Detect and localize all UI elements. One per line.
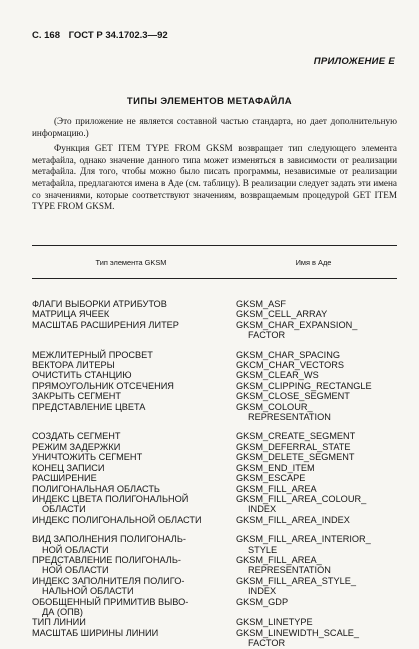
cell-ada-name bbox=[230, 452, 397, 462]
cell-ada-name bbox=[230, 597, 397, 618]
cell-ada-name bbox=[230, 309, 397, 319]
cell-line: GKSM_DEFERRAL_STATE bbox=[236, 441, 351, 452]
table-row bbox=[32, 309, 397, 319]
table-row bbox=[32, 597, 397, 618]
cell-ada-name bbox=[230, 473, 397, 483]
table-row bbox=[32, 463, 397, 473]
cell-line: МАСШТАБ ШИРИНЫ ЛИНИИ bbox=[32, 627, 159, 638]
cell-gksm-type bbox=[32, 402, 230, 423]
table-body bbox=[32, 299, 397, 649]
cell-gksm-type bbox=[32, 381, 230, 391]
cell-gksm-type bbox=[32, 370, 230, 380]
table-row bbox=[32, 494, 397, 515]
table-row bbox=[32, 370, 397, 380]
table-row bbox=[32, 442, 397, 452]
cell-line: ВИД ЗАПОЛНЕНИЯ ПОЛИГОНАЛЬ- bbox=[32, 534, 186, 545]
cell-line: GKSM_FILL_AREA_COLOUR_ bbox=[236, 493, 367, 504]
table-row bbox=[32, 515, 397, 525]
table-row bbox=[32, 555, 397, 576]
cell-line: FACTOR bbox=[248, 330, 286, 341]
cell-gksm-type bbox=[32, 597, 230, 618]
cell-line: ДА (ОПВ) bbox=[42, 606, 83, 617]
cell-ada-name bbox=[230, 534, 397, 555]
cell-line: STYLE bbox=[248, 544, 278, 555]
cell-gksm-type bbox=[32, 515, 230, 525]
cell-line: GKSM_CLOSE_SEGMENT bbox=[236, 391, 350, 402]
cell-line: ПРЕДСТАВЛЕНИЕ ПОЛИГОНАЛЬ- bbox=[32, 554, 181, 565]
cell-line: ОЧИСТИТЬ СТАНЦИЮ bbox=[32, 370, 132, 381]
cell-line: СОЗДАТЬ СЕГМЕНТ bbox=[32, 431, 121, 442]
page-number: С. 168 bbox=[32, 30, 60, 41]
appendix-label: ПРИЛОЖЕНИЕ Е bbox=[313, 56, 395, 67]
table-row bbox=[32, 628, 397, 649]
cell-line: REPRESENTATION bbox=[248, 565, 331, 576]
cell-gksm-type bbox=[32, 391, 230, 401]
cell-line: GKSM_COLOUR_ bbox=[236, 401, 313, 412]
cell-line: GKSM_FILL_AREA_ bbox=[236, 554, 322, 565]
cell-ada-name bbox=[230, 381, 397, 391]
cell-line: ИНДЕКС ЗАПОЛНИТЕЛЯ ПОЛИГО- bbox=[32, 575, 185, 586]
cell-gksm-type bbox=[32, 576, 230, 597]
cell-ada-name bbox=[230, 494, 397, 515]
cell-gksm-type bbox=[32, 463, 230, 473]
cell-line: GKSM_FILL_AREA_STYLE_ bbox=[236, 575, 357, 586]
cell-gksm-type bbox=[32, 320, 230, 341]
cell-line: ОБЛАСТИ bbox=[42, 504, 86, 515]
page-header bbox=[32, 30, 387, 41]
cell-ada-name bbox=[230, 576, 397, 597]
cell-line: ФЛАГИ ВЫБОРКИ АТРИБУТОВ bbox=[32, 299, 167, 309]
cell-gksm-type bbox=[32, 534, 230, 555]
cell-line: НАЛЬНОЙ ОБЛАСТИ bbox=[42, 586, 134, 597]
body-text bbox=[32, 116, 397, 217]
table-row bbox=[32, 534, 397, 555]
cell-ada-name bbox=[230, 431, 397, 441]
standard-code: ГОСТ Р 34.1702.3—92 bbox=[68, 30, 168, 41]
table-row bbox=[32, 360, 397, 370]
cell-ada-name bbox=[230, 515, 397, 525]
table-row bbox=[32, 320, 397, 341]
cell-line: МЕЖЛИТЕРНЫЙ ПРОСВЕТ bbox=[32, 349, 153, 360]
cell-line: КОНЕЦ ЗАПИСИ bbox=[32, 462, 105, 473]
cell-line: ПРЯМОУГОЛЬНИК ОТСЕЧЕНИЯ bbox=[32, 380, 174, 391]
cell-gksm-type bbox=[32, 473, 230, 483]
cell-line: ВЕКТОРА ЛИТЕРЫ bbox=[32, 360, 115, 371]
cell-gksm-type bbox=[32, 442, 230, 452]
cell-ada-name bbox=[230, 370, 397, 380]
table-row bbox=[32, 431, 397, 441]
table-row bbox=[32, 350, 397, 360]
table-header-rule bbox=[32, 278, 397, 279]
cell-line: GKSM_CHAR_SPACING bbox=[236, 349, 340, 360]
table-row bbox=[32, 473, 397, 483]
cell-line: GKSM_LINETYPE bbox=[236, 617, 313, 628]
cell-line: РЕЖИМ ЗАДЕРЖКИ bbox=[32, 441, 121, 452]
cell-line: GKSM_END_ITEM bbox=[236, 462, 315, 473]
cell-ada-name bbox=[230, 484, 397, 494]
cell-gksm-type bbox=[32, 452, 230, 462]
cell-line: ПРЕДСТАВЛЕНИЕ ЦВЕТА bbox=[32, 401, 146, 412]
cell-line: GKSM_DELETE_SEGMENT bbox=[236, 452, 355, 463]
types-table bbox=[32, 245, 397, 649]
cell-line: ОБОБЩЕННЫЙ ПРИМИТИВ ВЫВО- bbox=[32, 596, 189, 607]
cell-line: GKSM_FILL_AREA_INDEX bbox=[236, 514, 350, 525]
cell-ada-name bbox=[230, 360, 397, 370]
cell-line: МАТРИЦА ЯЧЕЕК bbox=[32, 309, 110, 320]
cell-line: INDEX bbox=[248, 504, 277, 515]
cell-line: ИНДЕКС ЦВЕТА ПОЛИГОНАЛЬНОЙ bbox=[32, 493, 189, 504]
column-header-ada-name: Имя в Аде bbox=[295, 257, 332, 267]
cell-line: GKSM_CELL_ARRAY bbox=[236, 309, 328, 320]
table-row bbox=[32, 576, 397, 597]
cell-line: GKSM_FILL_AREA_INTERIOR_ bbox=[236, 534, 371, 545]
cell-line: GKCM_CHAR_VECTORS bbox=[236, 360, 345, 371]
table-row bbox=[32, 299, 397, 309]
table-header bbox=[32, 246, 397, 278]
table-row bbox=[32, 484, 397, 494]
table-row bbox=[32, 381, 397, 391]
cell-gksm-type bbox=[32, 484, 230, 494]
cell-line: GKSM_CHAR_EXPANSION_ bbox=[236, 319, 358, 330]
cell-line: GKSM_GDP bbox=[236, 596, 289, 607]
cell-line: GKSM_CLIPPING_RECTANGLE bbox=[236, 380, 372, 391]
cell-ada-name bbox=[230, 555, 397, 576]
cell-ada-name bbox=[230, 350, 397, 360]
cell-line: GKSM_ESCAPE bbox=[236, 473, 306, 484]
cell-gksm-type bbox=[32, 309, 230, 319]
column-header-gksm-type: Тип элемента GKSM bbox=[95, 257, 167, 267]
table-row bbox=[32, 391, 397, 401]
cell-ada-name bbox=[230, 320, 397, 341]
cell-line: РАСШИРЕНИЕ bbox=[32, 473, 97, 484]
cell-ada-name bbox=[230, 402, 397, 423]
cell-line: FACTOR bbox=[248, 638, 286, 649]
cell-ada-name bbox=[230, 628, 397, 649]
section-title: ТИПЫ ЭЛЕМЕНТОВ МЕТАФАЙЛА bbox=[126, 96, 293, 107]
cell-line: МАСШТАБ РАСШИРЕНИЯ ЛИТЕР bbox=[32, 319, 179, 330]
cell-gksm-type bbox=[32, 350, 230, 360]
cell-line: ПОЛИГОНАЛЬНАЯ ОБЛАСТЬ bbox=[32, 483, 160, 494]
cell-line: REPRESENTATION bbox=[248, 412, 331, 423]
table-row bbox=[32, 402, 397, 423]
paragraph: (Это приложение не является составной частью стандарта, но дает дополнительную информацию.) bbox=[32, 116, 397, 138]
cell-line: GKSM_LINEWIDTH_SCALE_ bbox=[236, 627, 360, 638]
cell-line: INDEX bbox=[248, 586, 277, 597]
cell-gksm-type bbox=[32, 360, 230, 370]
cell-ada-name bbox=[230, 442, 397, 452]
cell-ada-name bbox=[230, 391, 397, 401]
cell-line: GKSM_CLEAR_WS bbox=[236, 370, 319, 381]
cell-gksm-type bbox=[32, 494, 230, 515]
cell-gksm-type bbox=[32, 628, 230, 649]
cell-line: УНИЧТОЖИТЬ СЕГМЕНТ bbox=[32, 452, 143, 463]
cell-line: ЗАКРЫТЬ СЕГМЕНТ bbox=[32, 391, 122, 402]
cell-line: GKSM_FILL_AREA bbox=[236, 483, 317, 494]
cell-line: GKSM_ASF bbox=[236, 299, 287, 309]
cell-line: ТИП ЛИНИИ bbox=[32, 617, 86, 628]
cell-gksm-type bbox=[32, 431, 230, 441]
cell-line: GKSM_CREATE_SEGMENT bbox=[236, 431, 356, 442]
cell-ada-name bbox=[230, 463, 397, 473]
paragraph: Функция GET ITEM TYPE FROM GKSM возвращает тип следующего элемента метафайла, однако значение данного типа может изменяться в зависимости от реализации метафайла. Для того, чтобы можно было писать программы, независимые от реализации метафайла, предлагаются имена в Аде (см. таблицу). В реализации следует задать эти имена со значениями, которые соответствуют значениям, возвращаемым процедурой GET ITEM TYPE FROM GKSM. bbox=[32, 143, 397, 212]
table-row bbox=[32, 452, 397, 462]
cell-line: ИНДЕКС ПОЛИГОНАЛЬНОЙ ОБЛАСТИ bbox=[32, 514, 202, 525]
cell-ada-name bbox=[230, 299, 397, 309]
cell-gksm-type bbox=[32, 299, 230, 309]
cell-line: НОЙ ОБЛАСТИ bbox=[42, 565, 109, 576]
cell-gksm-type bbox=[32, 555, 230, 576]
cell-line: НОЙ ОБЛАСТИ bbox=[42, 544, 109, 555]
